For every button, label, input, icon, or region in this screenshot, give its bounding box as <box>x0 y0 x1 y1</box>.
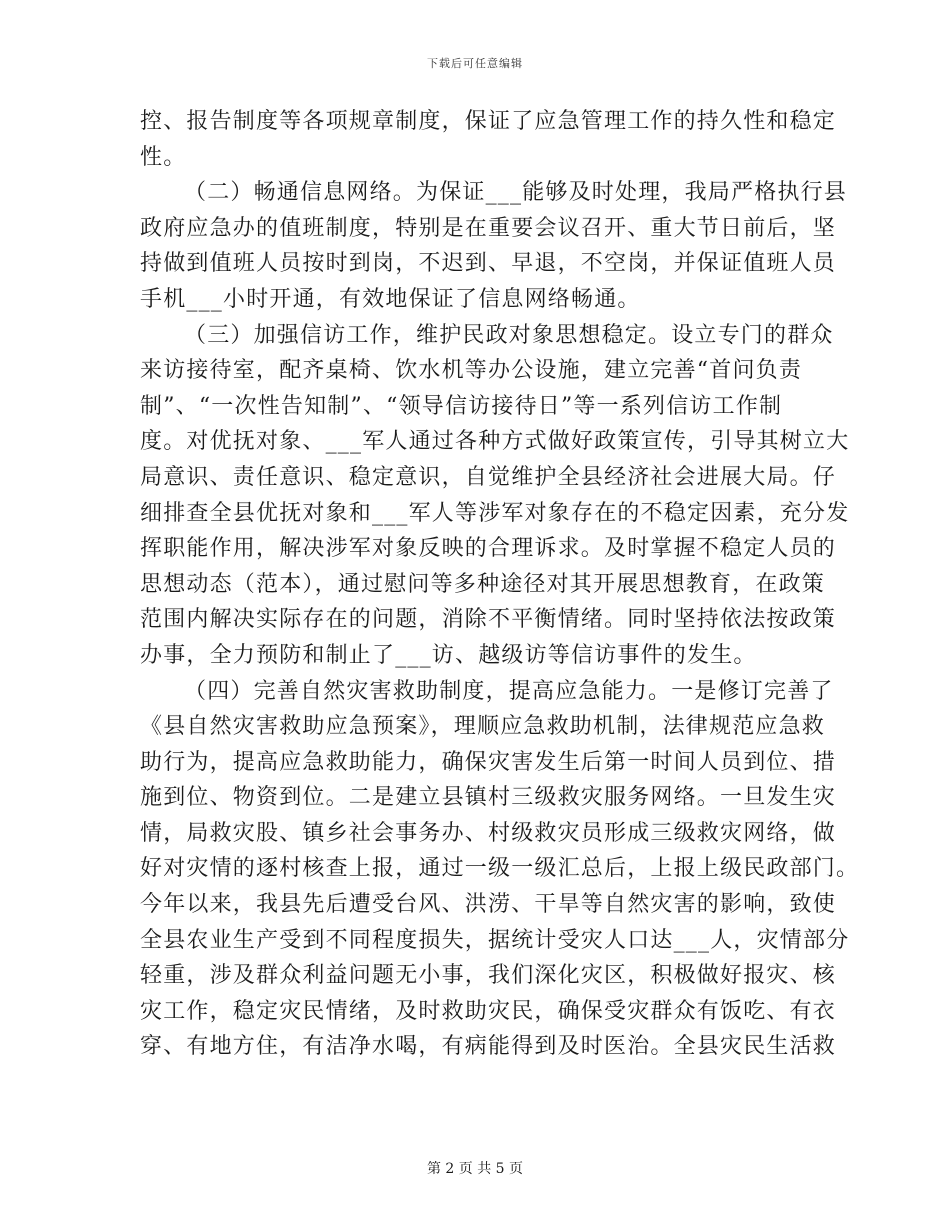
text-line: 细排查全县优抚对象和___军人等涉军对象存在的不稳定因素，充分发 <box>140 500 850 526</box>
text-line: 局意识、责任意识、稳定意识，自觉维护全县经济社会进展大局。仔 <box>140 464 837 490</box>
text-line: 《县自然灾害救助应急预案》，理顺应急救助机制，法律规范应急救 <box>140 714 826 740</box>
text-line: 好对灾情的逐村核查上报，通过一级一级汇总后，上报上级民政部门。 <box>140 856 860 882</box>
document-body <box>140 104 860 1065</box>
text-line: 制”、“一次性告知制”、“领导信访接待日”等一系列信访工作制 <box>140 393 783 419</box>
header-note: 下载后可任意编辑 <box>427 57 523 70</box>
text-line: 情，局救灾股、镇乡社会事务办、村级救灾员形成三级救灾网络，做 <box>140 820 837 846</box>
text-line: 办事，全力预防和制止了___访、越级访等信访事件的发生。 <box>140 642 757 668</box>
text-line: 手机___小时开通，有效地保证了信息网络畅通。 <box>140 286 641 312</box>
text-line: 轻重，涉及群众利益问题无小事，我们深化灾区，积极做好报灾、核 <box>140 963 837 989</box>
page-number: 第 2 页 共 5 页 <box>426 1161 524 1177</box>
paragraph-start-line: （二）畅通信息网络。为保证___能够及时处理，我局严格执行县 <box>184 180 848 206</box>
text-line: 持做到值班人员按时到岗，不迟到、早退，不空岗，并保证值班人员 <box>140 251 837 277</box>
text-line: 挥职能作用，解决涉军对象反映的合理诉求。及时掌握不稳定人员的 <box>140 536 837 562</box>
paragraph-start-line: （三）加强信访工作，维护民政对象思想稳定。设立专门的群众 <box>184 322 834 348</box>
paragraph-start-line: （四）完善自然灾害救助制度，提高应急能力。一是修订完善了 <box>184 678 834 704</box>
text-line: 度。对优抚对象、___军人通过各种方式做好政策宣传，引导其树立大 <box>140 429 850 455</box>
text-line: 全县农业生产受到不同程度损失，据统计受灾人口达___人，灾情部分 <box>140 927 850 953</box>
text-line: 控、报告制度等各项规章制度，保证了应急管理工作的持久性和稳定 <box>140 109 837 134</box>
text-line: 今年以来，我县先后遭受台风、洪涝、干旱等自然灾害的影响，致使 <box>140 892 837 918</box>
text-line: 思想动态（范本），通过慰问等多种途径对其开展思想教育，在政策 <box>140 571 826 597</box>
text-line: 范围内解决实际存在的问题，消除不平衡情绪。同时坚持依法按政策 <box>140 607 837 633</box>
text-line: 政府应急办的值班制度，特别是在重要会议召开、重大节日前后，坚 <box>140 215 837 241</box>
text-line: 性。 <box>140 144 187 170</box>
text-line: 穿、有地方住，有洁净水喝，有病能得到及时医治。全县灾民生活救 <box>140 1034 837 1060</box>
text-line: 灾工作，稳定灾民情绪，及时救助灾民，确保受灾群众有饭吃、有衣 <box>140 998 837 1024</box>
text-line: 来访接待室，配齐桌椅、饮水机等办公设施，建立完善“首问负责 <box>140 358 803 384</box>
text-line: 助行为，提高应急救助能力，确保灾害发生后第一时间人员到位、措 <box>140 749 837 775</box>
text-line: 施到位、物资到位。二是建立县镇村三级救灾服务网络。一旦发生灾 <box>140 785 837 811</box>
